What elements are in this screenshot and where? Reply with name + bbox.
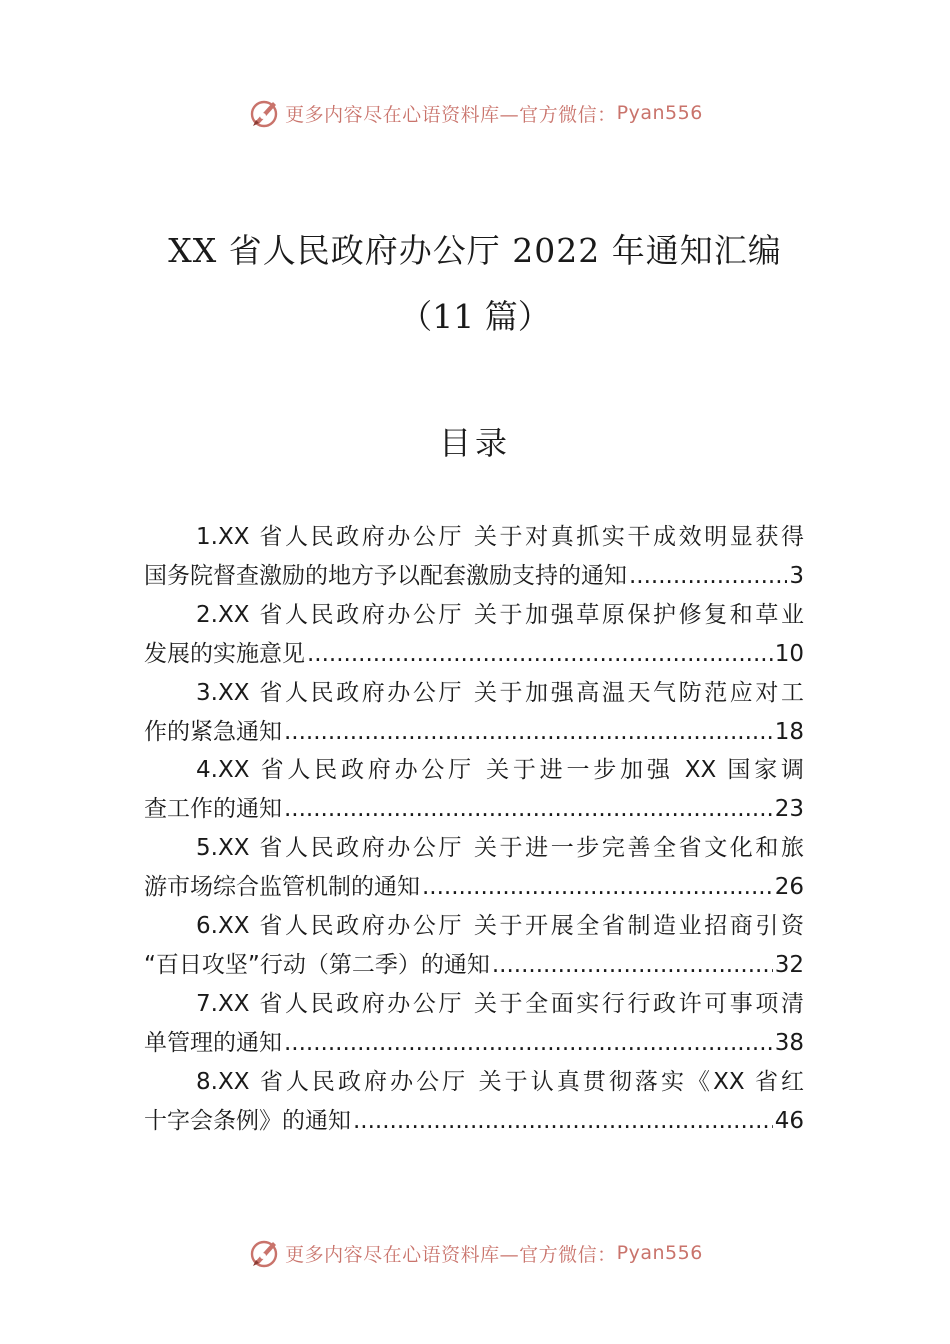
- toc-page-number: 3: [789, 562, 804, 589]
- dot-leader: [353, 1102, 773, 1141]
- toc-entry-title-cont: 作的紧急通知: [144, 718, 282, 745]
- toc-page-number: 46: [774, 1107, 804, 1134]
- pen-circle-logo-icon: [247, 1236, 281, 1270]
- toc-entry[interactable]: [144, 751, 804, 829]
- toc-entry-title-cont: 查工作的通知: [144, 796, 282, 823]
- dot-leader: [284, 713, 773, 752]
- toc-heading: 目录: [438, 424, 511, 462]
- dot-leader: [629, 557, 787, 596]
- toc-page-number: 23: [774, 796, 804, 823]
- dot-leader: [284, 1024, 773, 1063]
- toc-entry-title: 2.XX 省人民政府办公厅 关于加强草原保护修复和草业: [196, 601, 804, 628]
- toc-entry[interactable]: [144, 596, 804, 674]
- document-subtitle: （11 篇）: [399, 297, 551, 336]
- dot-leader: [492, 946, 773, 985]
- pen-circle-logo-icon: [247, 96, 281, 130]
- document-title: XX 省人民政府办公厅 2022 年通知汇编: [168, 231, 782, 270]
- watermark-banner-bottom: [0, 1236, 950, 1270]
- toc-entry-continuation: [144, 1024, 804, 1063]
- toc-entry-title: 1.XX 省人民政府办公厅 关于对真抓实干成效明显获得: [196, 524, 804, 550]
- toc-page-number: 26: [774, 874, 804, 901]
- toc-entry-title: 5.XX 省人民政府办公厅 关于进一步完善全省文化和旅: [196, 835, 804, 862]
- watermark-banner-top: [0, 96, 950, 130]
- toc-entry-title: 8.XX 省人民政府办公厅 关于认真贯彻落实《XX 省红: [196, 1068, 804, 1095]
- toc-entry-continuation: [144, 557, 804, 596]
- toc-page-number: 18: [774, 718, 804, 745]
- toc-page-number: 38: [774, 1029, 804, 1056]
- toc-entry[interactable]: [144, 518, 804, 596]
- watermark-text: 更多内容尽在心语资料库—官方微信：: [285, 1243, 617, 1266]
- toc-entry-continuation: [144, 868, 804, 907]
- toc-entry-title: 4.XX 省人民政府办公厅 关于进一步加强 XX 国家调: [196, 757, 804, 784]
- toc-entry-title-cont: 十字会条例》的通知: [144, 1107, 351, 1134]
- toc-entry[interactable]: [144, 829, 804, 907]
- toc-entry-continuation: [144, 946, 804, 985]
- toc-entry[interactable]: [144, 985, 804, 1063]
- toc-entry-title-cont: 发展的实施意见: [144, 640, 305, 667]
- toc-entry-title-cont: 游市场综合监管机制的通知: [144, 874, 420, 901]
- toc-entry-title-cont: 单管理的通知: [144, 1029, 282, 1056]
- toc-page-number: 10: [774, 640, 804, 667]
- dot-leader: [284, 790, 773, 829]
- watermark-text: 更多内容尽在心语资料库—官方微信：: [285, 103, 617, 126]
- toc-entry-continuation: [144, 713, 804, 752]
- toc-page-number: 32: [774, 951, 804, 978]
- dot-leader: [307, 635, 773, 674]
- toc-entry-title: 6.XX 省人民政府办公厅 关于开展全省制造业招商引资: [196, 913, 804, 940]
- toc-entry-continuation: [144, 635, 804, 674]
- toc-entry-title-cont: “百日攻坚”行动（第二季）的通知: [144, 951, 490, 978]
- toc-entry-title-cont: 国务院督查激励的地方予以配套激励支持的通知: [144, 562, 627, 589]
- toc-entry[interactable]: [144, 1063, 804, 1141]
- toc-entry-continuation: [144, 1102, 804, 1141]
- dot-leader: [422, 868, 773, 907]
- table-of-contents: [144, 518, 804, 1141]
- watermark-wechat-id: Pyan556: [616, 102, 703, 124]
- toc-entry-continuation: [144, 790, 804, 829]
- toc-entry-title: 3.XX 省人民政府办公厅 关于加强高温天气防范应对工: [196, 679, 804, 706]
- toc-entry-title: 7.XX 省人民政府办公厅 关于全面实行行政许可事项清: [196, 990, 804, 1017]
- watermark-wechat-id: Pyan556: [616, 1242, 703, 1264]
- toc-entry[interactable]: [144, 907, 804, 985]
- toc-entry[interactable]: [144, 674, 804, 752]
